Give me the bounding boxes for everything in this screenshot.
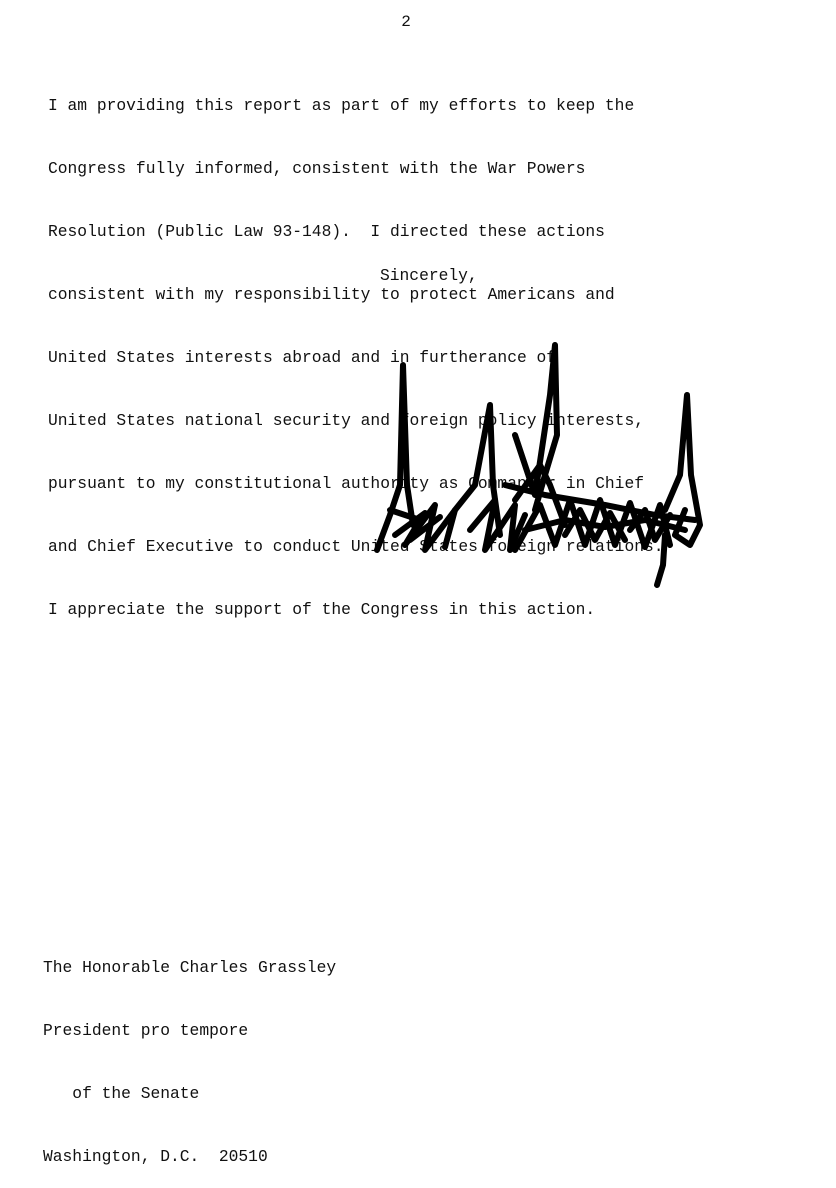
address-line: of the Senate	[43, 1084, 200, 1103]
body-line: I am providing this report as part of my efforts to keep the	[48, 96, 635, 115]
recipient-address	[43, 915, 336, 1188]
body-line: and Chief Executive to conduct United States foreign relations.	[48, 537, 664, 556]
handwritten-signature-icon	[365, 335, 715, 605]
body-line: United States interests abroad and in furtherance of	[48, 348, 557, 367]
page-number: 2	[401, 13, 411, 31]
body-line: Congress fully informed, consistent with the War Powers	[48, 159, 586, 178]
body-line: Resolution (Public Law 93-148). I directed these actions	[48, 222, 605, 241]
address-line: Washington, D.C. 20510	[43, 1147, 268, 1166]
body-line: consistent with my responsibility to protect Americans and	[48, 285, 615, 304]
body-line: United States national security and foreign policy interests,	[48, 411, 644, 430]
body-line: pursuant to my constitutional authority as Commander in Chief	[48, 474, 644, 493]
closing-salutation: Sincerely,	[380, 266, 478, 285]
address-line: The Honorable Charles Grassley	[43, 958, 337, 977]
address-line: President pro tempore	[43, 1021, 249, 1040]
body-line: I appreciate the support of the Congress in this action.	[48, 600, 596, 619]
